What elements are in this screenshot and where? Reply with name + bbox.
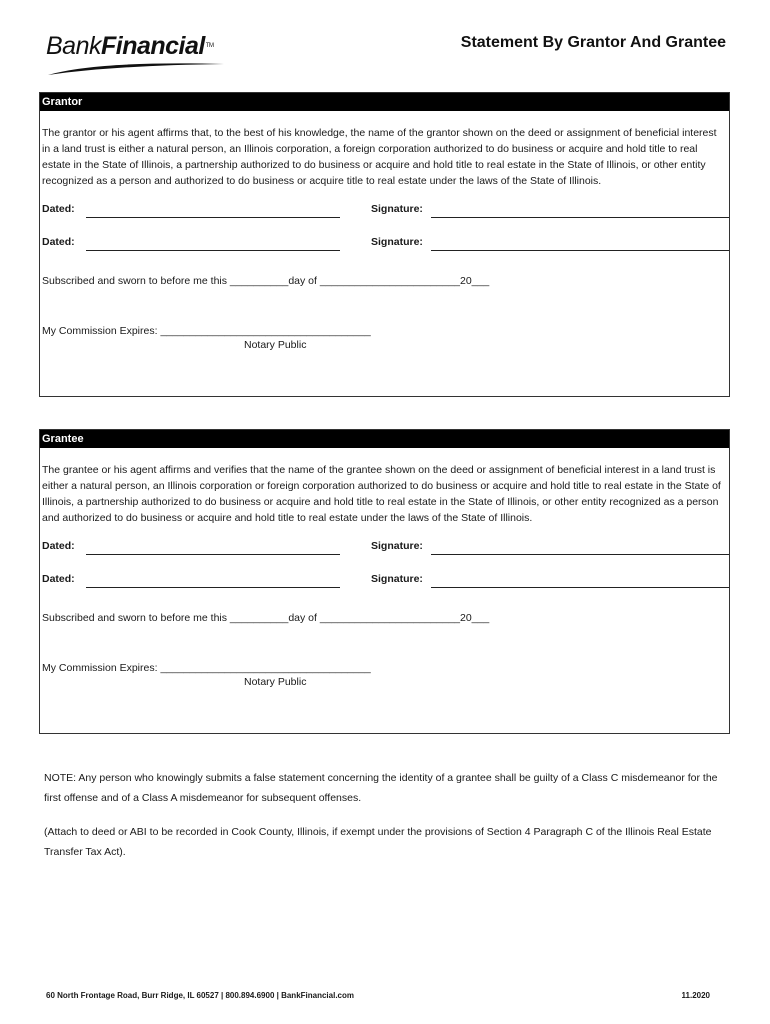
grantee-dated-label-2: Dated: — [42, 573, 75, 585]
grantor-sworn-statement: Subscribed and sworn to before me this __________day of ________________________20___ — [42, 275, 490, 287]
company-logo — [46, 30, 236, 80]
grantor-affirmation-text: The grantor or his agent affirms that, to the best of his knowledge, the name of the grantor shown on the deed or assignment of beneficial interest in a land trust is either a natural person, an Illinois corporation, a foreign corporation authorized to do business or acquire and hold title to real estate in the State of Illinois, a partnership authorized to do business or acquire and hold title to real estate in the State of Illinois, or other entity recognized as a person and authorized to do business or acquire title to real estate under the laws of the State of Illinois. — [42, 127, 717, 187]
logo-brand-bold: Financial — [100, 32, 205, 60]
grantor-signature-label-2: Signature: — [371, 236, 423, 248]
grantee-section — [39, 429, 730, 734]
grantee-commission-expires: My Commission Expires: ____________________________________ — [42, 662, 371, 674]
grantee-sign-row-2 — [40, 573, 729, 606]
grantor-signature-field-1[interactable] — [431, 205, 729, 218]
grantor-sign-row-1 — [40, 203, 729, 236]
grantee-sworn-statement: Subscribed and sworn to before me this __________day of ________________________20___ — [42, 612, 490, 624]
attachment-instructions: (Attach to deed or ABI to be recorded in Cook County, Illinois, if exempt under the provisions of Section 4 Paragraph C of the Illinois Real Estate Transfer Tax Act). — [44, 826, 712, 858]
grantor-sign-row-2 — [40, 236, 729, 269]
grantor-dated-field-2[interactable] — [86, 238, 340, 251]
grantee-dated-field-2[interactable] — [86, 575, 340, 588]
grantor-section — [39, 92, 730, 397]
grantor-signature-label-1: Signature: — [371, 203, 423, 215]
grantee-signature-field-2[interactable] — [431, 575, 729, 588]
logo-swoosh-icon — [46, 60, 226, 76]
grantor-signature-field-2[interactable] — [431, 238, 729, 251]
grantee-notary-public: Notary Public — [244, 676, 307, 688]
logo-brand-plain: Bank — [46, 32, 101, 60]
grantor-dated-label-2: Dated: — [42, 236, 75, 248]
grantee-heading: Grantee — [40, 430, 729, 448]
logo-wordmark — [46, 32, 214, 60]
grantee-signature-label-2: Signature: — [371, 573, 423, 585]
penalty-note: NOTE: Any person who knowingly submits a false statement concerning the identity of a grantee shall be guilty of a Class C misdemeanor for the first offense and of a Class A misdemeanor for subsequent offenses. — [44, 772, 718, 804]
footer-contact: 60 North Frontage Road, Burr Ridge, IL 60527 | 800.894.6900 | BankFinancial.com — [46, 991, 354, 1000]
grantee-signature-label-1: Signature: — [371, 540, 423, 552]
footer-version: 11.2020 — [681, 991, 710, 1000]
grantor-dated-field-1[interactable] — [86, 205, 340, 218]
grantee-signature-field-1[interactable] — [431, 542, 729, 555]
logo-trademark: TM — [205, 43, 214, 49]
grantor-heading: Grantor — [40, 93, 729, 111]
grantee-dated-field-1[interactable] — [86, 542, 340, 555]
grantor-dated-label-1: Dated: — [42, 203, 75, 215]
grantee-dated-label-1: Dated: — [42, 540, 75, 552]
grantor-notary-public: Notary Public — [244, 339, 307, 351]
grantor-commission-expires: My Commission Expires: ____________________________________ — [42, 325, 371, 337]
grantee-sign-row-1 — [40, 540, 729, 573]
document-title: Statement By Grantor And Grantee — [460, 34, 726, 51]
grantee-affirmation-text: The grantee or his agent affirms and verifies that the name of the grantee shown on the deed or assignment of beneficial interest in a land trust is either a natural person, an Illinois corporation or foreign corporation authorized to do business or acquire and hold title to real estate in the State of Illinois, a partnership authorized to do business or acquire and hold title to real estate in the State of Illinois, or other entity recognized as a person and authorized to do business or acquire and hold title to real estate under the laws of the State of Illinois. — [42, 464, 721, 524]
